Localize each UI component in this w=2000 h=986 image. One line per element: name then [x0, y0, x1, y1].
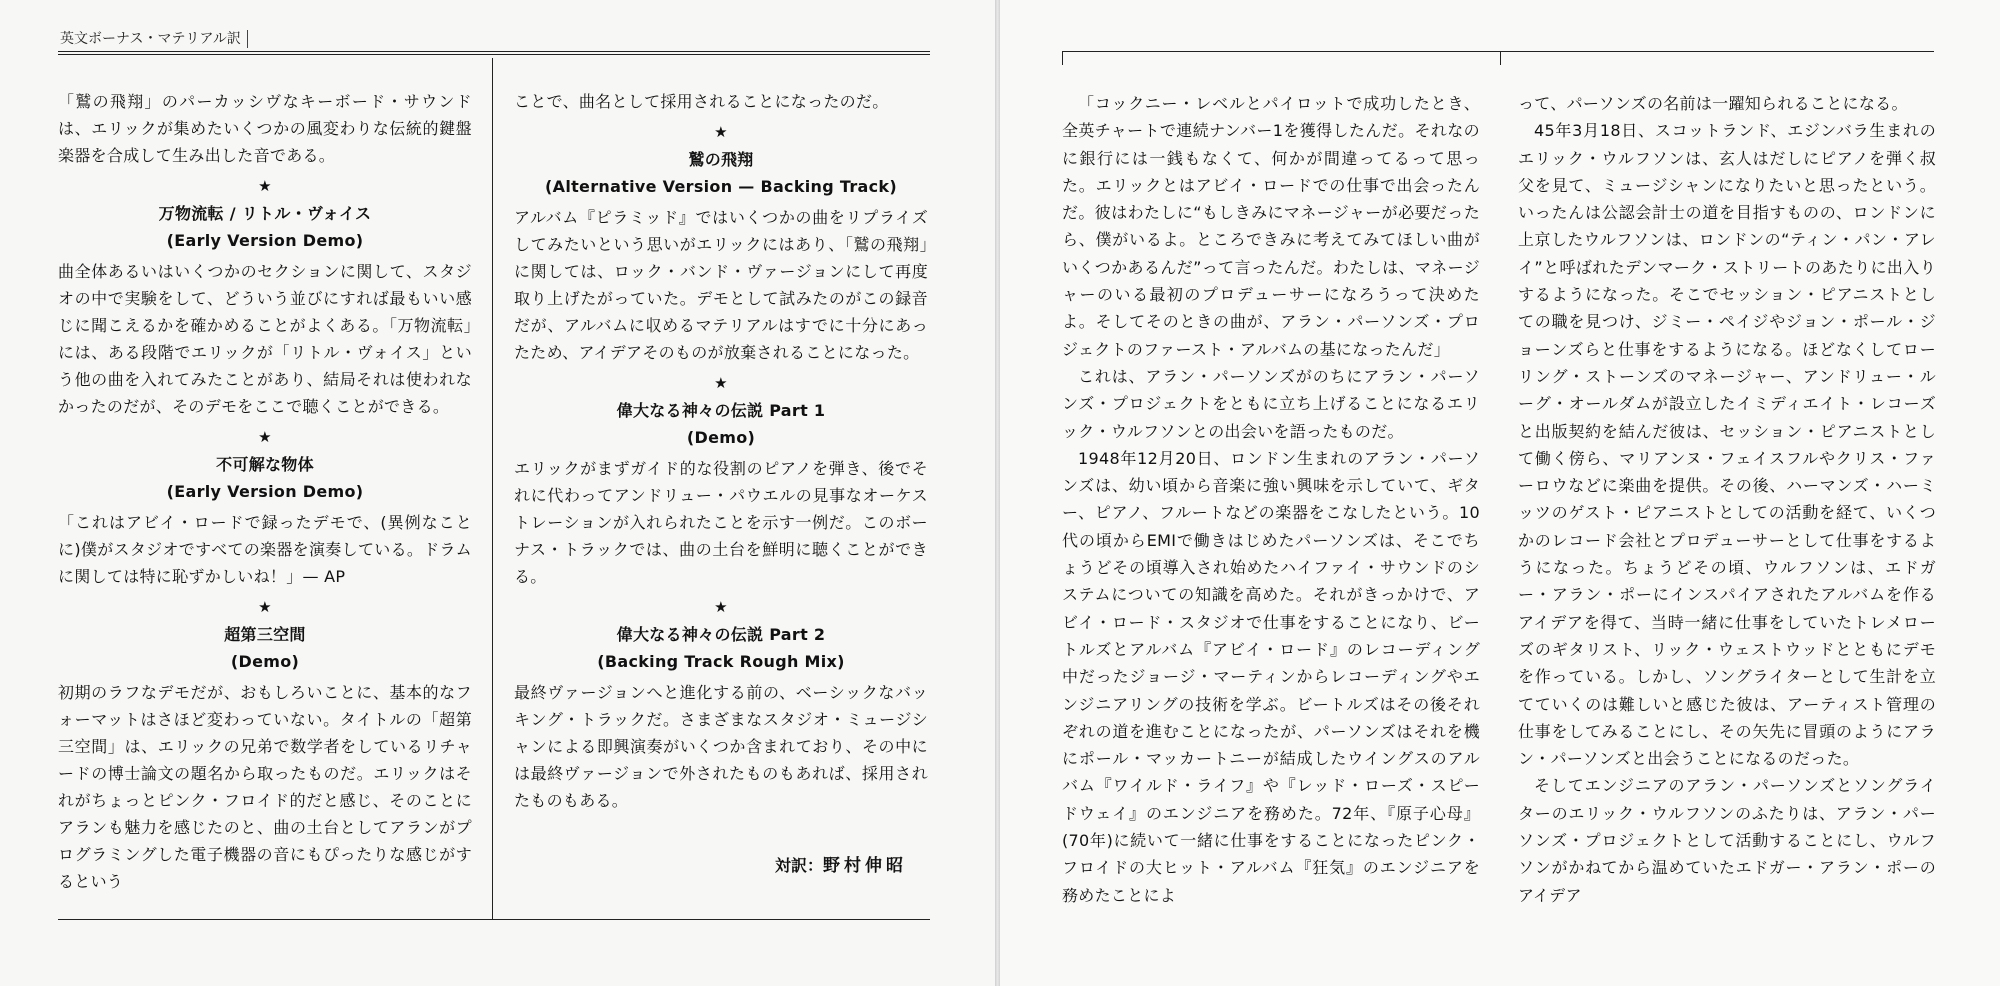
star-separator: ★ — [714, 374, 728, 392]
credit-label: 対訳： — [775, 856, 824, 875]
body-paragraph: 1948年12月20日、ロンドン生まれのアラン・パーソンズは、幼い頃から音楽に強い興味を示していて、ギター、ピアノ、フルートなどの楽器をこなしたという。10代の頃からEMIで働きはじめたパーソンズは、そこでちょうどその頃導入され始めたハイファイ・サウンドのシステムについての知識を高めた。それがきっかけで、アビイ・ロード・スタジオで仕事をすることになり、ビートルズとアルバム『アビイ・ロード』のレコーディング中だったジョージ・マーティンからレコーディングやエンジニアリングの技術を学ぶ。ビートルズはその後それぞれの道を進むことになったが、パーソンズはそれを機にポール・マッカートニーが結成したウイングスのアルバム『ワイルド・ライフ』や『レッド・ローズ・スピードウェイ』のエンジニアを務めた。72年、『原子心母』(70年)に続いて一緒に仕事をすることになったピンク・フロイドの大ヒット・アルバム『狂気』のエンジニアを務めたことによ — [1062, 448, 1480, 905]
top-rule — [58, 51, 930, 52]
top-rule — [1062, 51, 1934, 52]
section-title: 偉大なる神々の伝説 Part 2 — [616, 625, 826, 644]
section-header-label: 英文ボーナス・マテリアル訳 — [60, 30, 248, 48]
star-separator: ★ — [258, 177, 272, 195]
section-body: 初期のラフなデモだが、おもしろいことに、基本的なフォーマットはさほど変わっていない。タイトルの「超第三空間」は、エリックの兄弟で数学者をしているリチャードの博士論文の題名から取ったものだ。エリックはそれがちょっとピンク・フロイド的だと感じ、そのことにアランも魅力を感じたのと、曲の土台としてアランがプログラミングした電子機器の音にもぴったりな感じがするという — [58, 683, 472, 891]
section-subtitle: (Demo) — [686, 428, 756, 447]
rule-tick-mid — [1500, 51, 1501, 65]
star-separator: ★ — [714, 598, 728, 616]
section-title: 鷲の飛翔 — [688, 150, 754, 169]
body-paragraph: 「コックニー・レベルとパイロットで成功したとき、全英チャートで連続ナンバー1を獲得したんだ。それなのに銀行には一銭もなくて、何かが間違ってるって思った。エリックとはアビイ・ロードでの仕事で出会ったんだ。彼はわたしに“もしきみにマネージャーが必要だったら、僕がいるよ。ところできみに考えてみてほしい曲がいくつかあるんだ”って言ったんだ。わたしは、マネージャーのいる最初のプロデューサーになろうって決めたよ。そしてそのときの曲が、アラン・パーソンズ・プロジェクトのファースト・アルバムの基になったんだ」 — [1062, 94, 1480, 359]
body-paragraph: 45年3月18日、スコットランド、エジンバラ生まれのエリック・ウルフソンは、玄人はだしにピアノを弾く叔父を見て、ミュージシャンになりたいと思ったという。いったんは公認会計士の道を目指すものの、ロンドンに上京したウルフソンは、ロンドンの“ティン・パン・アレイ”と呼ばれたデンマーク・ストリートのあたりに出入りするようになった。そこでセッション・ピアニストとしての職を見つけ、ジミー・ペイジやジョン・ポール・ジョーンズらと仕事をするようになる。ほどなくしてローリング・ストーンズのマネージャー、アンドリュー・ルーグ・オールダムが設立したイミディエイト・レコーズと出版契約を結んだ彼は、セッション・ピアニストとして働く傍ら、マリアンヌ・フェイスフルやクリス・ファーロウなどに楽曲を提供。その後、ハーマンズ・ハーミッツのゲスト・ピアニストとしての活動を経て、いくつかのレコード会社とプロデューサーとして仕事をするようになった。ちょうどその頃、ウルフソンは、エドガー・アラン・ポーにインスパイアされたアルバムを作るアイデアを得て、当時一緒に仕事をしていたトレメローズのギタリスト、リック・ウェストウッドとともにデモを作っている。しかし、ソングライターとして生計を立てていくのは難しいと感じた彼は、アーティスト管理の仕事をしてみることにし、その矢先に冒頭のようにアラン・パーソンズと出会うことになるのだった。 — [1518, 121, 1936, 769]
section-title: 不可解な物体 — [216, 455, 314, 474]
section-title: 偉大なる神々の伝説 Part 1 — [616, 401, 826, 420]
translator-name: 野村伸昭 — [823, 856, 908, 876]
section-subtitle: (Alternative Version — Backing Track) — [545, 177, 897, 196]
right-page — [1000, 0, 2000, 986]
left-page — [0, 0, 995, 986]
intro-paragraph: 「鷲の飛翔」のパーカッシヴなキーボード・サウンドは、エリックが集めたいくつかの風変わりな伝統的鍵盤楽器を合成して生み出した音である。 — [58, 92, 472, 165]
section-body: エリックがまずガイド的な役割のピアノを弾き、後でそれに代わってアンドリュー・パウエルの見事なオーケストレーションが入れられたことを示す一例だ。このボーナス・トラックでは、曲の土台を鮮明に聴くことができる。 — [514, 459, 928, 586]
section-body: 曲全体あるいはいくつかのセクションに関して、スタジオの中で実験をして、どういう並びにすれば最もいい感じに聞こえるかを確かめることがよくある。「万物流転」には、ある段階でエリックが「リトル・ヴォイス」という他の曲を入れてみたことがあり、結局それは使われなかったのだが、そのデモをここで聴くことができる。 — [58, 262, 472, 416]
left-column-2 — [514, 88, 928, 814]
section-subtitle: (Early Version Demo) — [166, 231, 364, 250]
right-column-2 — [1518, 90, 1936, 909]
left-column-1 — [58, 88, 472, 895]
right-column-1 — [1062, 90, 1480, 909]
body-paragraph: そしてエンジニアのアラン・パーソンズとソングライターのエリック・ウルフソンのふたりは、アラン・パーソンズ・プロジェクトとして活動することにし、ウルフソンがかねてから温めていたエドガー・アラン・ポーのアイデア — [1518, 776, 1936, 905]
column-divider — [492, 58, 493, 919]
bottom-rule — [58, 919, 930, 920]
star-separator: ★ — [258, 428, 272, 446]
section-subtitle: (Backing Track Rough Mix) — [597, 652, 845, 671]
rule-tick-left — [1062, 51, 1063, 65]
section-body: 「これはアビイ・ロードで録ったデモで、(異例なことに)僕がスタジオですべての楽器を演奏している。ドラムに関しては特に恥ずかしいね！」— AP — [58, 513, 472, 586]
section-subtitle: (Early Version Demo) — [166, 482, 364, 501]
star-separator: ★ — [714, 123, 728, 141]
translator-credit — [775, 851, 907, 876]
top-rule-2 — [58, 54, 930, 55]
section-title: 万物流転 / リトル・ヴォイス — [158, 204, 372, 223]
section-body: 最終ヴァージョンへと進化する前の、ベーシックなバッキング・トラックだ。さまざまなスタジオ・ミュージシャンによる即興演奏がいくつか含まれており、その中には最終ヴァージョンで外されたものもあれば、採用されたものもある。 — [514, 683, 928, 810]
section-body: アルバム『ピラミッド』ではいくつかの曲をリプライズしてみたいという思いがエリックにはあり、「鷲の飛翔」に関しては、ロック・バンド・ヴァージョンにして再度取り上げたがっていた。デモとして試みたのがこの録音だが、アルバムに収めるマテリアルはすでに十分にあったため、アイデアそのものが放棄されることになった。 — [514, 208, 928, 362]
intro-paragraph: ことで、曲名として採用されることになったのだ。 — [514, 92, 889, 111]
body-paragraph: って、パーソンズの名前は一躍知られることになる。 — [1518, 94, 1908, 113]
section-title: 超第三空間 — [224, 625, 306, 644]
star-separator: ★ — [258, 598, 272, 616]
body-paragraph: これは、アラン・パーソンズがのちにアラン・パーソンズ・プロジェクトをともに立ち上げることになるエリック・ウルフソンとの出会いを語ったものだ。 — [1062, 366, 1480, 441]
section-subtitle: (Demo) — [230, 652, 300, 671]
